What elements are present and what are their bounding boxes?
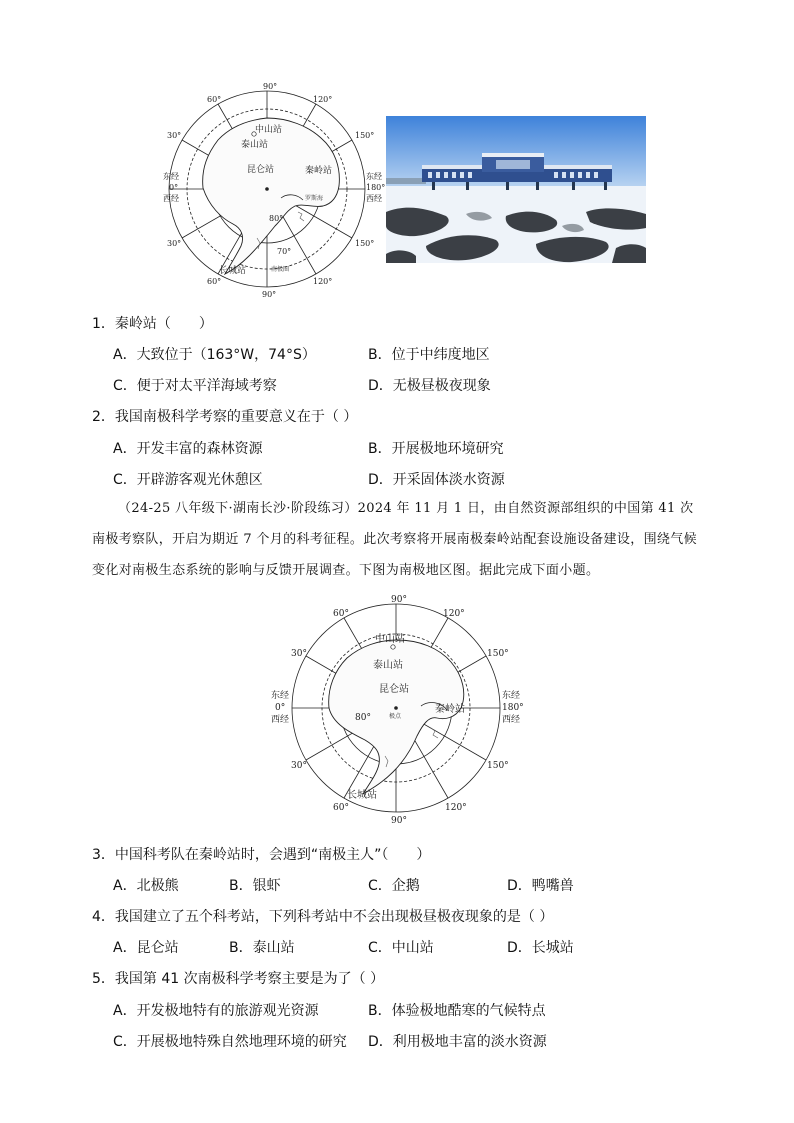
question-5-stem: 5．我国第 41 次南极科学考察主要是为了（ ）	[92, 971, 385, 987]
map2-label-60-b: 60°	[333, 803, 349, 813]
q5-option-b[interactable]: B．体验极地酷寒的气候特点	[368, 1003, 546, 1019]
label-west-right: 西经	[366, 194, 382, 203]
q5-option-d[interactable]: D．利用极地丰富的淡水资源	[368, 1034, 547, 1050]
question-4-stem: 4．我国建立了五个科考站，下列科考站中不会出现极昼极夜现象的是（ ）	[92, 909, 554, 925]
map2-station-qinling: 秦岭站	[435, 704, 465, 715]
q3-option-a[interactable]: A．北极熊	[113, 878, 179, 894]
map2-label-80: 80°	[355, 713, 371, 723]
q1-option-c[interactable]: C．便于对太平洋海域考察	[113, 378, 277, 394]
map2-label-150-b: 150°	[487, 761, 509, 771]
label-60-b: 60°	[207, 277, 222, 286]
station-changcheng: 长城站	[219, 266, 247, 276]
q2-option-d[interactable]: D．开采固体淡水资源	[368, 472, 505, 488]
label-east-right: 东经	[366, 172, 382, 181]
map2-label-180: 180°	[502, 703, 524, 713]
map2-label-east-right: 东经	[502, 691, 521, 701]
question-3-stem: 3．中国科考队在秦岭站时，会遇到“南极主人”（ ）	[92, 847, 431, 863]
label-ross-sea: 罗斯海	[305, 195, 324, 202]
q2-option-b[interactable]: B．开展极地环境研究	[368, 441, 504, 457]
q4-option-c[interactable]: C．中山站	[368, 940, 434, 956]
map2-station-taishan: 泰山站	[373, 660, 403, 671]
station-taishan: 泰山站	[241, 140, 269, 150]
question-1-stem: 1．秦岭站（ ）	[92, 316, 213, 332]
label-east-left: 东经	[163, 172, 179, 181]
map2-station-zhongshan: 中山站	[375, 634, 405, 645]
label-90-bottom: 90°	[262, 290, 277, 299]
q1-option-b[interactable]: B．位于中纬度地区	[368, 347, 490, 363]
map2-label-30-b: 30°	[291, 761, 307, 771]
label-120: 120°	[313, 95, 333, 104]
map2-label-west-right: 西经	[502, 715, 521, 725]
label-30: 30°	[167, 131, 182, 140]
q5-option-c[interactable]: C．开展极地特殊自然地理环境的研究	[113, 1034, 347, 1050]
label-west-left: 西经	[163, 194, 179, 203]
station-qinling: 秦岭站	[305, 166, 333, 176]
map2-label-90-bottom: 90°	[391, 816, 407, 826]
label-150-b: 150°	[355, 239, 375, 248]
label-30-b: 30°	[167, 239, 182, 248]
q2-option-c[interactable]: C．开辟游客观光休憩区	[113, 472, 263, 488]
label-80: 80°	[269, 214, 284, 223]
qinling-station-photo	[386, 116, 646, 263]
q1-option-a[interactable]: A．大致位于（163°W，74°S）	[113, 347, 316, 363]
label-polar-circle: 南极圈	[271, 266, 290, 273]
q2-option-a[interactable]: A．开发丰富的森林资源	[113, 441, 263, 457]
map2-label-90-top: 90°	[391, 595, 407, 605]
antarctica-map-1	[163, 78, 386, 300]
map2-label-west-left: 西经	[271, 715, 290, 725]
map2-pole-mark: 极点	[389, 713, 402, 720]
map2-label-30: 30°	[291, 649, 307, 659]
q4-option-d[interactable]: D．长城站	[507, 940, 574, 956]
map2-label-150: 150°	[487, 649, 509, 659]
q3-option-c[interactable]: C．企鹅	[368, 878, 420, 894]
map2-station-changcheng: 长城站	[347, 790, 377, 801]
label-60: 60°	[207, 95, 222, 104]
station-kunlun: 昆仑站	[247, 165, 275, 175]
map2-label-120-b: 120°	[445, 803, 467, 813]
map2-station-kunlun: 昆仑站	[379, 684, 409, 695]
map2-label-east-left: 东经	[271, 691, 290, 701]
q3-option-d[interactable]: D．鸭嘴兽	[507, 878, 574, 894]
q4-option-b[interactable]: B．泰山站	[229, 940, 295, 956]
map2-label-0: 0°	[275, 703, 286, 713]
antarctica-map-2	[261, 590, 531, 826]
q4-option-a[interactable]: A．昆仑站	[113, 940, 179, 956]
label-0: 0°	[169, 183, 179, 192]
label-90-top: 90°	[263, 82, 278, 91]
map2-label-120: 120°	[443, 609, 465, 619]
label-70: 70°	[277, 247, 292, 256]
label-120-b: 120°	[313, 277, 333, 286]
map2-label-60: 60°	[333, 609, 349, 619]
station-zhongshan: 中山站	[255, 125, 283, 135]
question-2-stem: 2．我国南极科学考察的重要意义在于（ ）	[92, 409, 358, 425]
label-150: 150°	[355, 131, 375, 140]
passage-text: （24-25 八年级下·湖南长沙·阶段练习）2024 年 11 月 1 日，由自然资源部组织的中国第 41 次南极考察队，开启为期近 7 个月的科考征程。此次考察将开展南极秦岭站配套设施设备建设，围绕气候变化对南极生态系统的影响与反馈开展调查。下图为南极地区图。据此完成下面小题。	[92, 501, 697, 578]
q5-option-a[interactable]: A．开发极地特有的旅游观光资源	[113, 1003, 319, 1019]
label-180: 180°	[366, 183, 386, 192]
q3-option-b[interactable]: B．银虾	[229, 878, 281, 894]
q1-option-d[interactable]: D．无极昼极夜现象	[368, 378, 491, 394]
reading-passage	[92, 493, 704, 586]
